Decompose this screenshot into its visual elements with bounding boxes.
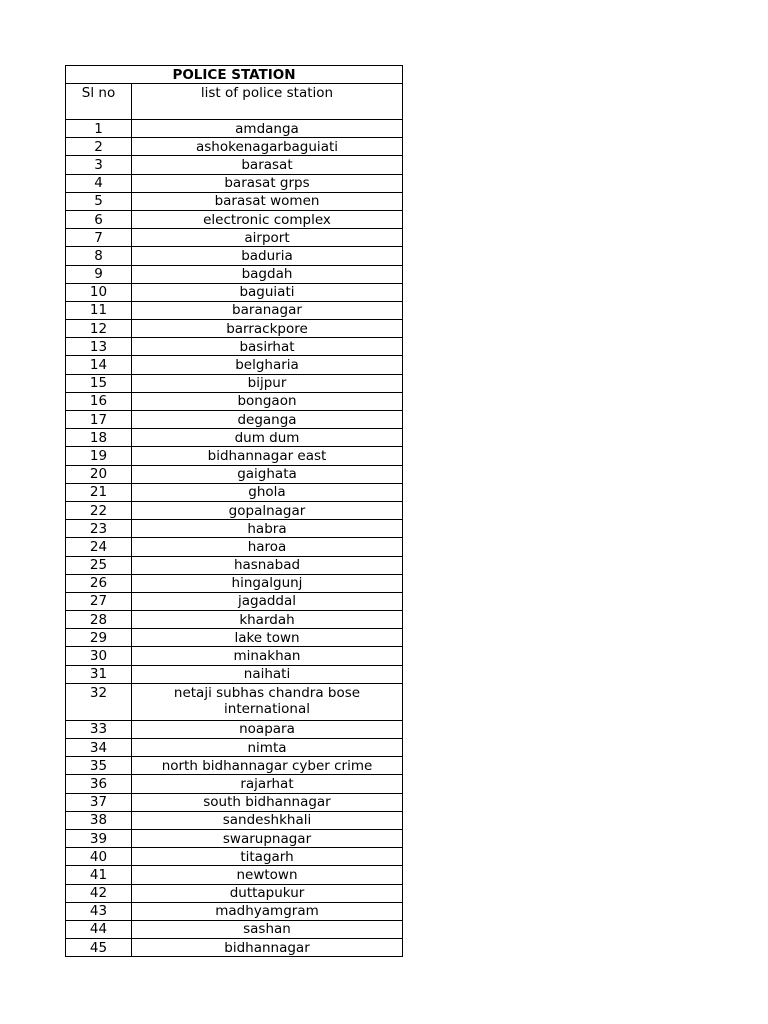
table-row	[66, 138, 403, 156]
cell-station-name: newtown	[132, 866, 403, 884]
cell-sl-no: 27	[66, 592, 132, 610]
cell-station-name: airport	[132, 229, 403, 247]
cell-station-name: south bidhannagar	[132, 793, 403, 811]
table-row	[66, 902, 403, 920]
cell-sl-no: 32	[66, 683, 132, 720]
table-row	[66, 629, 403, 647]
table-row	[66, 939, 403, 957]
table-row	[66, 411, 403, 429]
cell-station-name: dum dum	[132, 429, 403, 447]
table-row	[66, 392, 403, 410]
table-row	[66, 866, 403, 884]
header-sl-no: Sl no	[66, 84, 132, 120]
table-row	[66, 574, 403, 592]
cell-station-name: titagarh	[132, 848, 403, 866]
table-row	[66, 556, 403, 574]
cell-station-name: gaighata	[132, 465, 403, 483]
table-row	[66, 793, 403, 811]
cell-station-name: baguiati	[132, 283, 403, 301]
cell-sl-no: 40	[66, 848, 132, 866]
table-row	[66, 811, 403, 829]
table-row	[66, 265, 403, 283]
cell-station-name: north bidhannagar cyber crime	[132, 757, 403, 775]
cell-station-name: jagaddal	[132, 592, 403, 610]
cell-sl-no: 41	[66, 866, 132, 884]
cell-station-name: hasnabad	[132, 556, 403, 574]
cell-station-name: deganga	[132, 411, 403, 429]
cell-sl-no: 29	[66, 629, 132, 647]
cell-sl-no: 1	[66, 120, 132, 138]
cell-station-name: bijpur	[132, 374, 403, 392]
cell-sl-no: 7	[66, 229, 132, 247]
cell-station-name: barasat	[132, 156, 403, 174]
table-row	[66, 447, 403, 465]
cell-station-name: habra	[132, 520, 403, 538]
cell-sl-no: 26	[66, 574, 132, 592]
cell-sl-no: 31	[66, 665, 132, 683]
cell-sl-no: 42	[66, 884, 132, 902]
cell-station-name: sashan	[132, 920, 403, 938]
cell-sl-no: 16	[66, 392, 132, 410]
table-row	[66, 210, 403, 228]
table-row	[66, 501, 403, 519]
cell-station-name: amdanga	[132, 120, 403, 138]
cell-sl-no: 6	[66, 210, 132, 228]
cell-sl-no: 22	[66, 501, 132, 519]
table-row	[66, 301, 403, 319]
cell-sl-no: 4	[66, 174, 132, 192]
cell-station-name: bidhannagar	[132, 939, 403, 957]
table-row	[66, 757, 403, 775]
cell-station-name: barasat grps	[132, 174, 403, 192]
cell-sl-no: 18	[66, 429, 132, 447]
cell-station-name: barrackpore	[132, 320, 403, 338]
cell-sl-no: 19	[66, 447, 132, 465]
cell-sl-no: 24	[66, 538, 132, 556]
cell-sl-no: 37	[66, 793, 132, 811]
table-row	[66, 683, 403, 720]
cell-sl-no: 34	[66, 739, 132, 757]
table-row	[66, 611, 403, 629]
cell-sl-no: 28	[66, 611, 132, 629]
table-row	[66, 775, 403, 793]
table-row	[66, 465, 403, 483]
table-row	[66, 829, 403, 847]
cell-sl-no: 17	[66, 411, 132, 429]
table-row	[66, 848, 403, 866]
cell-station-name: basirhat	[132, 338, 403, 356]
cell-station-name: haroa	[132, 538, 403, 556]
table-row	[66, 156, 403, 174]
table-row	[66, 338, 403, 356]
table-row	[66, 229, 403, 247]
cell-sl-no: 15	[66, 374, 132, 392]
table-title: POLICE STATION	[66, 66, 403, 84]
table-row	[66, 647, 403, 665]
cell-sl-no: 35	[66, 757, 132, 775]
cell-sl-no: 43	[66, 902, 132, 920]
cell-station-name: electronic complex	[132, 210, 403, 228]
table-row	[66, 374, 403, 392]
cell-station-name: sandeshkhali	[132, 811, 403, 829]
cell-station-name: netaji subhas chandra bose international	[132, 683, 403, 720]
cell-station-name: bidhannagar east	[132, 447, 403, 465]
cell-station-name: belgharia	[132, 356, 403, 374]
cell-sl-no: 38	[66, 811, 132, 829]
table-row	[66, 174, 403, 192]
cell-sl-no: 3	[66, 156, 132, 174]
table-row	[66, 520, 403, 538]
cell-station-name: bagdah	[132, 265, 403, 283]
cell-station-name: swarupnagar	[132, 829, 403, 847]
table-row	[66, 720, 403, 738]
cell-sl-no: 20	[66, 465, 132, 483]
cell-station-name: naihati	[132, 665, 403, 683]
cell-station-name: lake town	[132, 629, 403, 647]
cell-sl-no: 13	[66, 338, 132, 356]
cell-sl-no: 14	[66, 356, 132, 374]
police-station-table	[65, 65, 403, 957]
table-row	[66, 538, 403, 556]
cell-sl-no: 2	[66, 138, 132, 156]
cell-station-name: duttapukur	[132, 884, 403, 902]
table-row	[66, 320, 403, 338]
table-row	[66, 592, 403, 610]
cell-station-name: ashokenagarbaguiati	[132, 138, 403, 156]
cell-station-name: madhyamgram	[132, 902, 403, 920]
table-row	[66, 884, 403, 902]
cell-sl-no: 36	[66, 775, 132, 793]
cell-sl-no: 45	[66, 939, 132, 957]
cell-sl-no: 11	[66, 301, 132, 319]
cell-sl-no: 21	[66, 483, 132, 501]
table-row	[66, 665, 403, 683]
cell-sl-no: 9	[66, 265, 132, 283]
table-row	[66, 192, 403, 210]
cell-station-name: rajarhat	[132, 775, 403, 793]
cell-sl-no: 8	[66, 247, 132, 265]
table-body	[66, 120, 403, 957]
cell-sl-no: 33	[66, 720, 132, 738]
cell-sl-no: 44	[66, 920, 132, 938]
cell-sl-no: 23	[66, 520, 132, 538]
cell-sl-no: 10	[66, 283, 132, 301]
cell-station-name: barasat women	[132, 192, 403, 210]
table-row	[66, 739, 403, 757]
cell-station-name: bongaon	[132, 392, 403, 410]
cell-sl-no: 12	[66, 320, 132, 338]
cell-station-name: baranagar	[132, 301, 403, 319]
cell-sl-no: 5	[66, 192, 132, 210]
cell-station-name: hingalgunj	[132, 574, 403, 592]
table-header-row	[66, 84, 403, 120]
cell-sl-no: 25	[66, 556, 132, 574]
cell-station-name: noapara	[132, 720, 403, 738]
cell-sl-no: 39	[66, 829, 132, 847]
table-row	[66, 247, 403, 265]
table-title-row	[66, 66, 403, 84]
cell-station-name: gopalnagar	[132, 501, 403, 519]
cell-sl-no: 30	[66, 647, 132, 665]
header-station-list: list of police station	[132, 84, 403, 120]
table-row	[66, 356, 403, 374]
table-row	[66, 429, 403, 447]
table-row	[66, 920, 403, 938]
table-row	[66, 120, 403, 138]
cell-station-name: minakhan	[132, 647, 403, 665]
table-row	[66, 283, 403, 301]
cell-station-name: ghola	[132, 483, 403, 501]
cell-station-name: nimta	[132, 739, 403, 757]
cell-station-name: khardah	[132, 611, 403, 629]
cell-station-name: baduria	[132, 247, 403, 265]
table-row	[66, 483, 403, 501]
